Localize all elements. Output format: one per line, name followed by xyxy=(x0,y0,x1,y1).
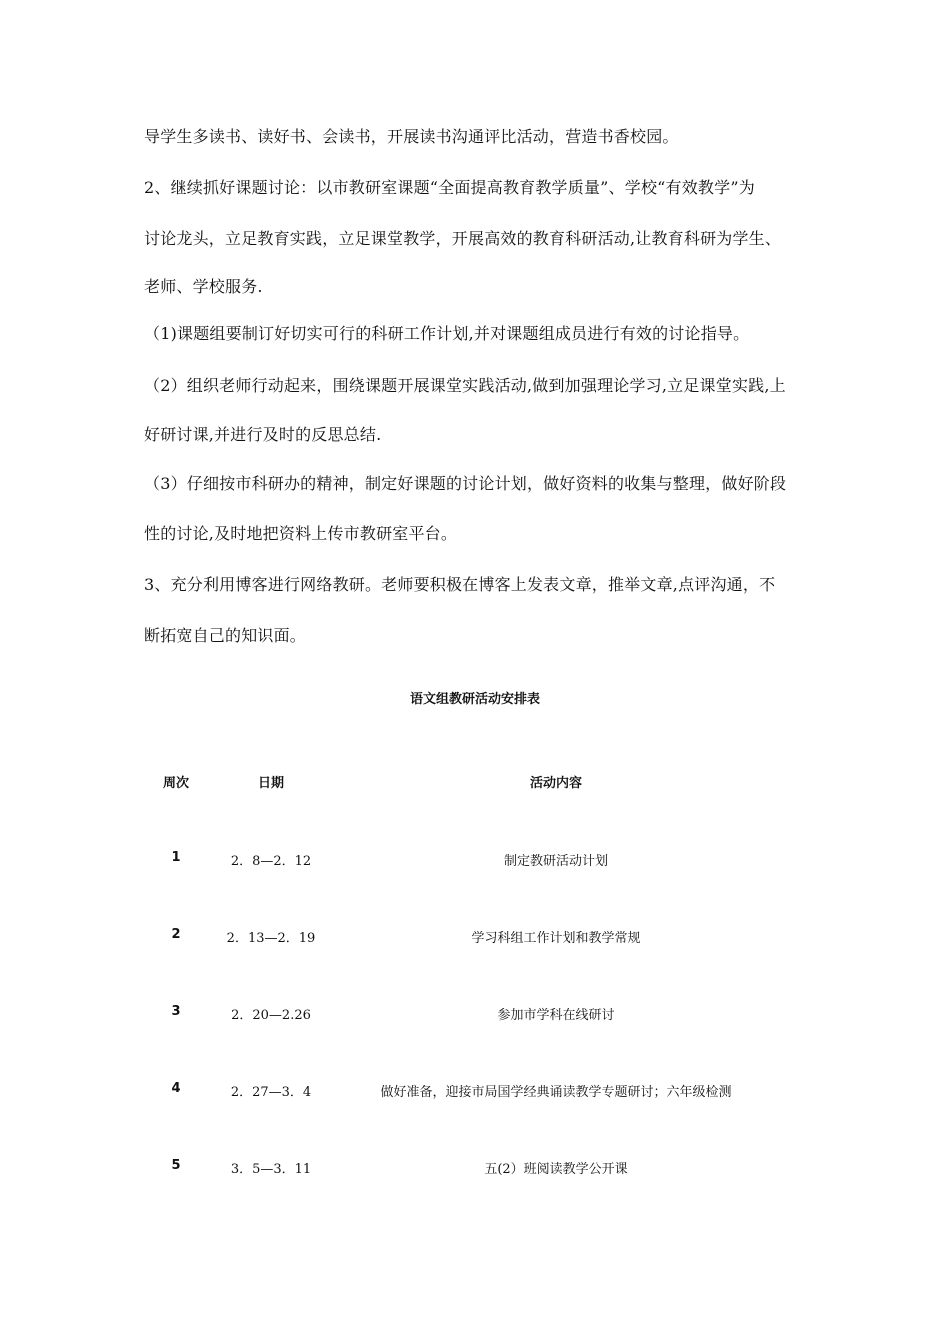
table-row xyxy=(0,927,950,947)
paragraph-line: 老师、学校服务. xyxy=(144,277,263,296)
cell-content: 制定教研活动计划 xyxy=(503,854,609,869)
table-row xyxy=(0,1004,950,1024)
paragraph-line: （3）仔细按市科研办的精神，制定好课题的讨论计划，做好资料的收集与整理，做好阶段 xyxy=(144,474,787,493)
paragraph-line: 好研讨课,并进行及时的反思总结. xyxy=(144,425,382,444)
cell-content: 五(2）班阅读教学公开课 xyxy=(484,1162,628,1177)
cell-content: 做好准备，迎接市局国学经典诵读教学专题研讨；六年级检测 xyxy=(380,1085,732,1100)
table-row xyxy=(0,1081,950,1101)
paragraph-line: 讨论龙头，立足教育实践，立足课堂教学，开展高效的教育科研活动,让教育科研为学生、 xyxy=(144,229,782,248)
paragraph-line: 性的讨论,及时地把资料上传市教研室平台。 xyxy=(144,524,458,543)
cell-content: 参加市学科在线研讨 xyxy=(497,1008,615,1023)
header-date: 日期 xyxy=(257,776,285,791)
paragraph-line: 导学生多读书、读好书、会读书，开展读书沟通评比活动，营造书香校园。 xyxy=(144,127,679,146)
cell-week: 3 xyxy=(171,1004,181,1019)
paragraph-line: 2、继续抓好课题讨论：以市教研室课题“全面提高教育教学质量”、学校“有效教学”为 xyxy=(144,178,755,197)
cell-week: 1 xyxy=(171,850,181,865)
cell-date: 3．5—3．11 xyxy=(230,1162,312,1177)
paragraph-line: （1)课题组要制订好切实可行的科研工作计划,并对课题组成员进行有效的讨论指导。 xyxy=(144,324,750,343)
cell-date: 2．20—2.26 xyxy=(231,1008,311,1023)
header-week: 周次 xyxy=(162,776,190,791)
header-content: 活动内容 xyxy=(529,776,583,791)
table-row xyxy=(0,850,950,870)
cell-week: 2 xyxy=(171,927,181,942)
cell-date: 2．13—2．19 xyxy=(226,931,316,946)
cell-week: 4 xyxy=(171,1081,181,1096)
table-row xyxy=(0,1158,950,1178)
cell-date: 2．27—3．4 xyxy=(230,1085,312,1100)
cell-content: 学习科组工作计划和教学常规 xyxy=(471,931,641,946)
table-title: 语文组教研活动安排表 xyxy=(409,692,540,707)
cell-week: 5 xyxy=(171,1158,181,1173)
paragraph-line: （2）组织老师行动起来，围绕课题开展课堂实践活动,做到加强理论学习,立足课堂实践,上 xyxy=(144,376,786,395)
paragraph-line: 3、充分利用博客进行网络教研。老师要积极在博客上发表文章，推举文章,点评沟通，不 xyxy=(144,575,776,594)
paragraph-line: 断拓宽自己的知识面。 xyxy=(144,626,307,645)
cell-date: 2．8—2．12 xyxy=(230,854,312,869)
